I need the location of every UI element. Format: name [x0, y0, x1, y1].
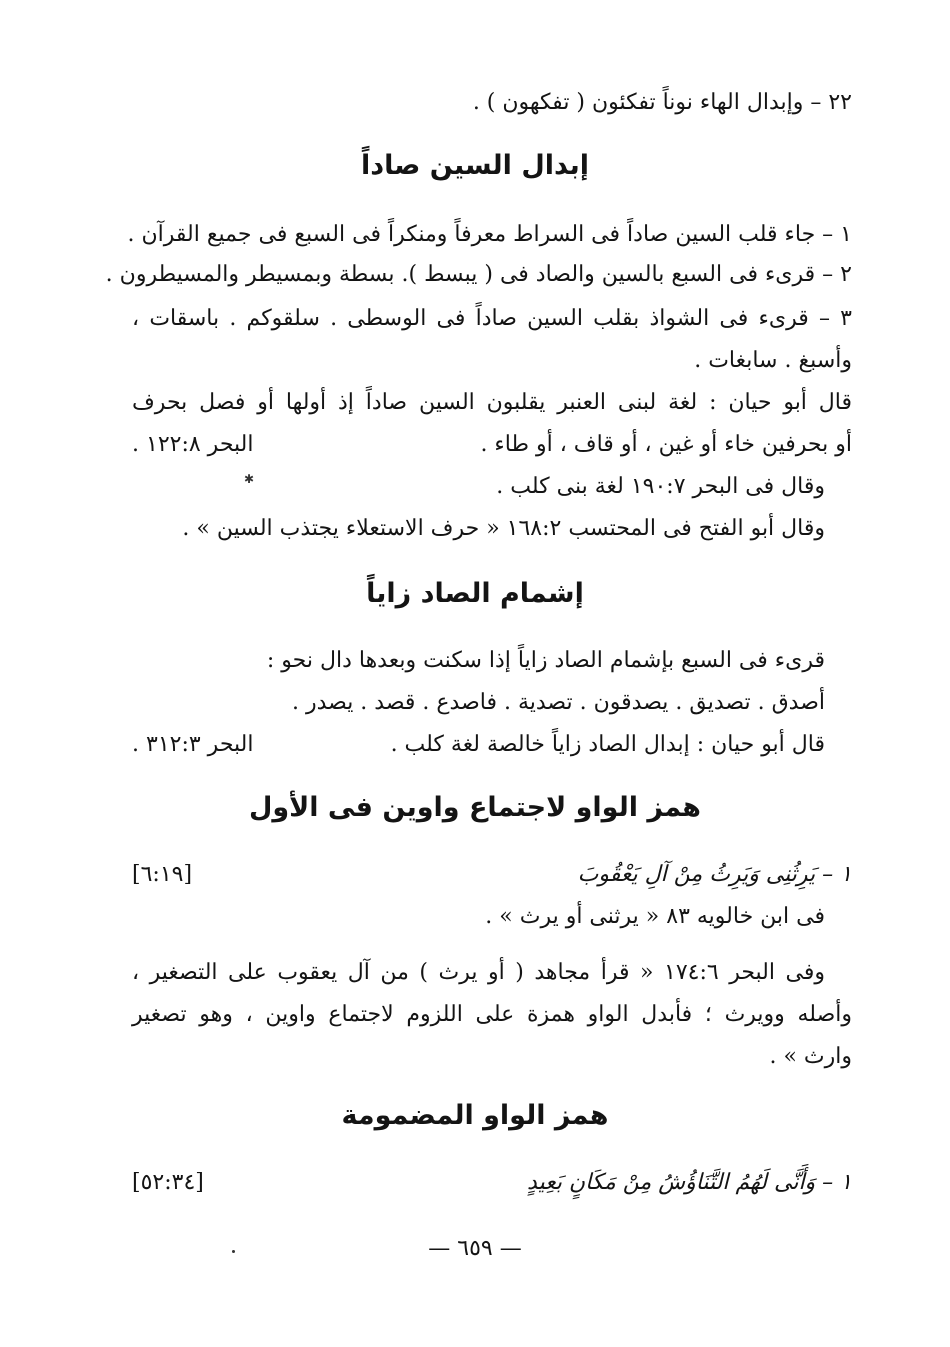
section2-line1: قرىء فى السبع بإشمام الصاد زاياً إذا سكنت وبعدها دال نحو : [266, 648, 825, 673]
section2-ref: البحر ٣١٢:٣ . [132, 732, 254, 757]
heading-hamz-waw-madmuma: همز الواو المضمومة [341, 1100, 609, 1131]
section1-quote-ref: البحر ١٢٢:٨ . [132, 432, 254, 457]
section4-verse-ref: [٥٢:٣٤] [132, 1170, 204, 1195]
top-line: ٢٢ – وإبدال الهاء نوناً تفكئون ( تفكهون ) . [472, 90, 852, 115]
section3-para-line3: وارث » . [769, 1044, 852, 1069]
section3-khalawayh: فى ابن خالويه ٨٣ « يرثنى أو يرث » . [485, 904, 825, 929]
section1-item1: ١ – جاء قلب السين صاداً فى السراط معرفاً ومنكراً فى السبع فى جميع القرآن . [127, 222, 852, 247]
section4-verse: ١ – وَأَنَّى لَهُمُ التَّنَاؤُشُ مِنْ مَكَانٍ بَعِيدٍ [527, 1170, 852, 1195]
section2-line3: قال أبو حيان : إبدال الصاد زاياً خالصة لغة كلب . [390, 732, 825, 757]
section3-verse-ref: [٦:١٩] [132, 862, 193, 887]
heading-hamz-waw-ijtima: همز الواو لاجتماع واوين فى الأول [248, 792, 702, 823]
section1-muhtasab-line: وقال أبو الفتح فى المحتسب ١٦٨:٢ « حرف الاستعلاء يجتذب السين » . [182, 516, 825, 541]
section3-verse: ١ – يَرِثُنِى وَيَرِثُ مِنْ آلِ يَعْقُوبَ [577, 862, 852, 887]
section3-para-line2: وأصله وويرث ؛ فأبدل الواو همزة على اللزوم لاجتماع واوين ، وهو تصغير [132, 1002, 852, 1027]
section3-para-line1: وفى البحر ١٧٤:٦ « قرأ مجاهد ( أو يرث ) من آل يعقوب على التصغير ، [132, 960, 825, 985]
section2-line2: أصدق . تصديق . يصدقون . تصدية . فاصدع . قصد . يصدر . [291, 690, 825, 715]
page-number: — ٦٥٩ — [428, 1236, 522, 1261]
heading-ishmam-sad: إشمام الصاد زاياً [366, 578, 584, 609]
speck-mark [232, 1250, 235, 1253]
section1-bahr-line: وقال فى البحر ١٩٠:٧ لغة بنى كلب . [496, 474, 825, 499]
section1-item3-line1: ٣ – قرىء فى الشواذ بقلب السين صاداً فى الوسطى . سلقوكم . باسقات ، [132, 306, 852, 331]
section1-item3-line2: وأسبغ . سابغات . [694, 348, 852, 373]
heading-ibdal-sin-sad: إبدال السين صاداً [361, 150, 589, 181]
section1-item2: ٢ – قرىء فى السبع بالسين والصاد فى ( يبسط ). بسطة وبمسيطر والمسيطرون . [105, 262, 852, 287]
section1-quote-line1: قال أبو حيان : لغة لبنى العنبر يقلبون السين صاداً إذ أولها أو فصل بحرف [132, 390, 852, 415]
section1-quote-line2: أو بحرفين خاء أو غين ، أو قاف ، أو طاء . [480, 432, 852, 457]
asterisk-mark: ✱ [244, 472, 255, 486]
